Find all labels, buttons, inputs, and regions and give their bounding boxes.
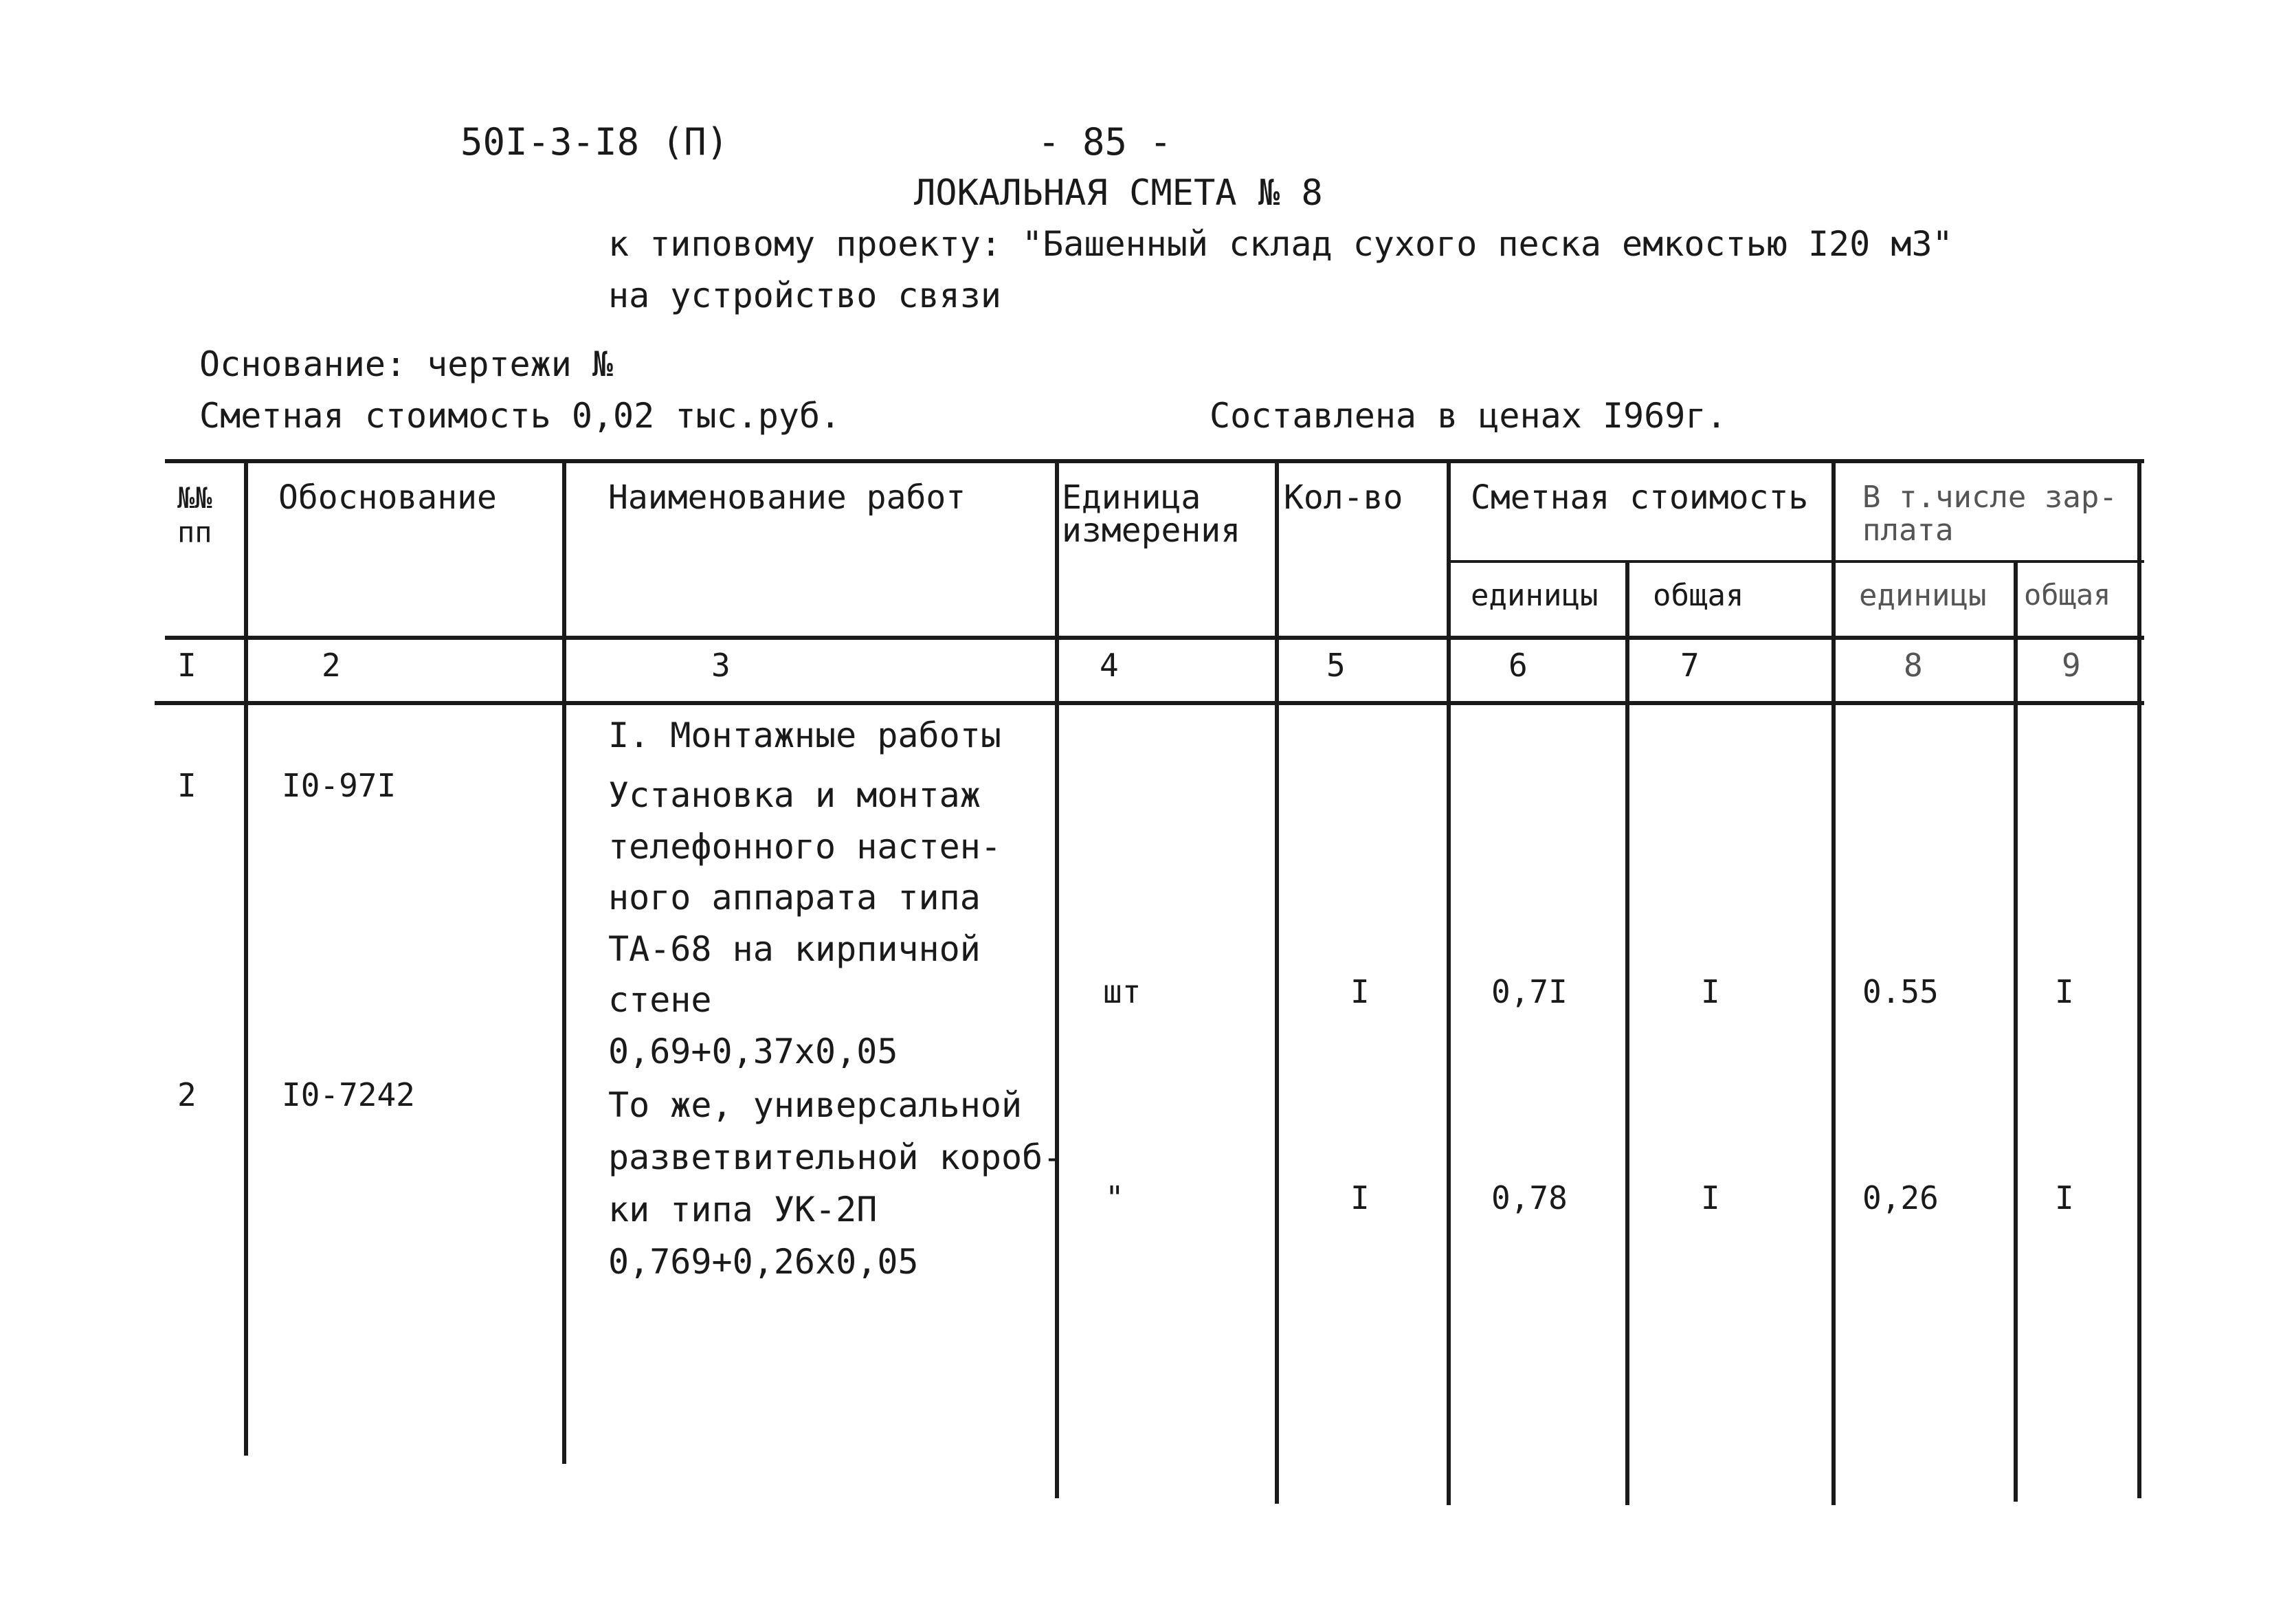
row-num: 2: [177, 1076, 197, 1113]
col-header-salary-unit: единицы: [1859, 578, 1987, 613]
row-salary-total: I: [2055, 973, 2074, 1010]
col-header-cost-total: общая: [1653, 578, 1744, 613]
estimated-cost-line: Сметная стоимость 0,02 тыс.руб.: [199, 396, 841, 436]
col-divider-2: [562, 459, 566, 1464]
row-unit: шт: [1103, 973, 1141, 1010]
section-title: I. Монтажные работы: [608, 715, 1001, 755]
col-number-6: 6: [1508, 647, 1528, 684]
col-header-basis: Обоснование: [278, 478, 497, 517]
col-divider-1: [244, 459, 248, 1456]
row-salary-total: I: [2055, 1179, 2074, 1216]
col-header-cost-group: Сметная стоимость: [1471, 478, 1809, 517]
row-basis: I0-7242: [282, 1076, 415, 1113]
document-subtitle-line2: на устройство связи: [608, 276, 1001, 315]
row-qty: I: [1350, 1179, 1370, 1216]
col-header-name: Наименование работ: [608, 478, 966, 517]
document-subtitle-line1: к типовому проекту: "Башенный склад сухого песка емкостью I20 м3": [608, 224, 1953, 264]
header-bottom-border: [165, 636, 2144, 640]
row-cost-unit: 0,7I: [1491, 973, 1568, 1010]
col-number-4: 4: [1100, 647, 1119, 684]
col-number-1: I: [177, 647, 197, 684]
col-header-qty: Кол-во: [1284, 478, 1403, 517]
row-name: Установка и монтаж телефонного настен- ного аппарата типа ТА-68 на кирпичной стене 0,69+0,37x0,05: [608, 775, 1001, 1071]
row-cost-total: I: [1701, 1179, 1720, 1216]
row-basis: I0-97I: [282, 767, 397, 804]
group-header-divider: [1450, 560, 2144, 563]
col-divider-3: [1055, 459, 1059, 1498]
col-header-salary-group: В т.числе зар- плата: [1862, 480, 2117, 548]
page-number: - 85 -: [1038, 120, 1172, 164]
document-title: ЛОКАЛЬНАЯ СМЕТА № 8: [914, 173, 1323, 214]
col-divider-4: [1275, 459, 1279, 1504]
table-top-border: [165, 459, 2144, 463]
row-name: То же, универсальной разветвительной короб- ки типа УК-2П 0,769+0,26x0,05: [608, 1085, 1064, 1282]
row-cost-unit: 0,78: [1491, 1179, 1568, 1216]
col-divider-6: [1625, 560, 1629, 1505]
col-header-unit: Единица измерения: [1062, 478, 1241, 550]
basis-line: Основание: чертежи №: [199, 344, 614, 384]
col-header-salary-total: общая: [2024, 578, 2111, 612]
row-salary-unit: 0.55: [1862, 973, 1939, 1010]
col-divider-5: [1447, 459, 1451, 1505]
col-divider-8: [2014, 560, 2018, 1502]
col-number-5: 5: [1326, 647, 1346, 684]
row-unit: ": [1105, 1179, 1124, 1216]
table-right-border: [2137, 459, 2141, 1498]
document-code: 50I-3-I8 (П): [460, 120, 729, 164]
col-number-3: 3: [711, 647, 731, 684]
row-salary-unit: 0,26: [1862, 1179, 1939, 1216]
col-header-num: №№ пп: [177, 481, 212, 549]
col-number-8: 8: [1904, 647, 1923, 684]
col-number-9: 9: [2062, 647, 2081, 684]
column-number-row-border: [155, 701, 2144, 705]
prices-note: Составлена в ценах I969г.: [1210, 396, 1727, 436]
col-divider-7: [1831, 459, 1836, 1505]
col-header-cost-unit: единицы: [1471, 578, 1599, 613]
row-cost-total: I: [1701, 973, 1720, 1010]
row-qty: I: [1350, 973, 1370, 1010]
col-number-2: 2: [322, 647, 341, 684]
row-num: I: [177, 767, 197, 804]
col-number-7: 7: [1680, 647, 1700, 684]
